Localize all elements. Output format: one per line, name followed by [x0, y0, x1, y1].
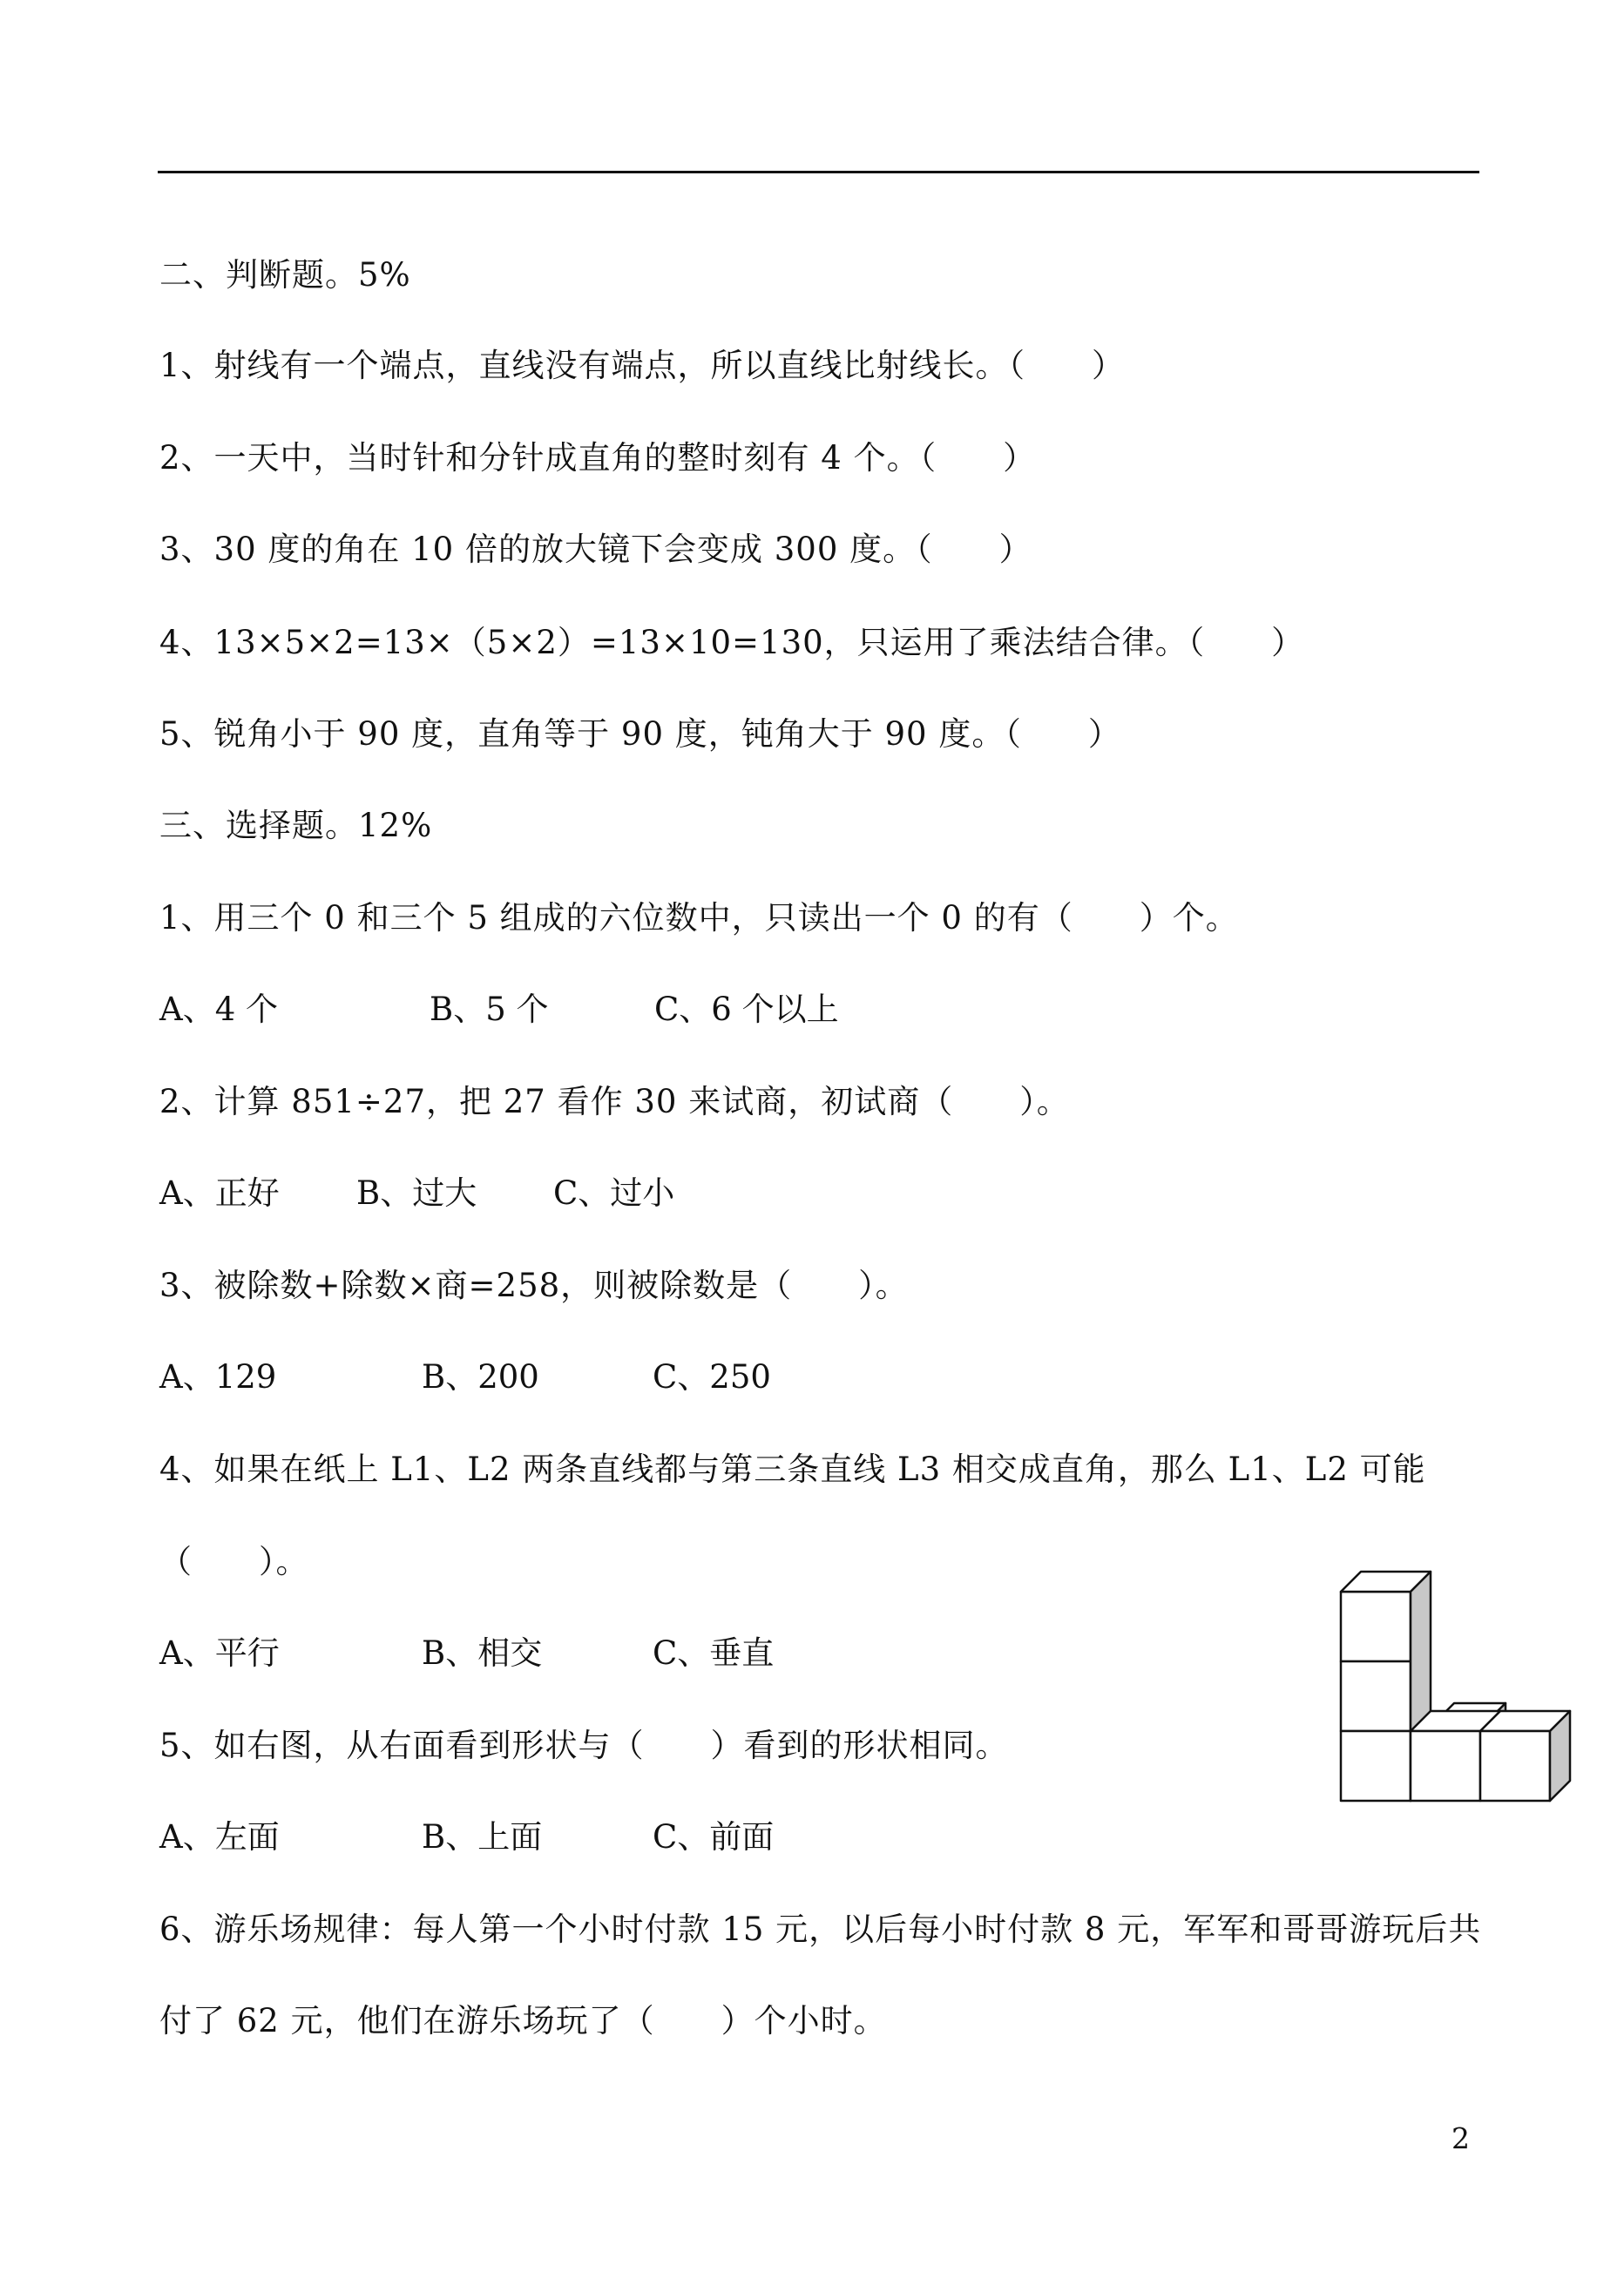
option-a: A、正好 — [159, 1174, 280, 1212]
cube-stack-figure — [1336, 1559, 1584, 1812]
judgment-item-4: 4、13×5×2=13×（5×2）=13×10=130，只运用了乘法结合律。（ ） — [159, 624, 1305, 661]
option-b: B、过大 — [356, 1174, 477, 1212]
row-cube-2-front — [1411, 1731, 1480, 1801]
judgment-item-2: 2、一天中，当时针和分针成直角的整时刻有 4 个。（ ） — [159, 439, 1037, 477]
column-cube-bottom-front — [1341, 1731, 1411, 1801]
option-b: B、200 — [422, 1358, 539, 1396]
judgment-item-1: 1、射线有一个端点，直线没有端点，所以直线比射线长。（ ） — [159, 347, 1126, 384]
choice-question-6-line2: 付了 62 元，他们在游乐场玩了（ ）个小时。 — [159, 2002, 887, 2039]
choice-question-6-line1: 6、游乐场规律：每人第一个小时付款 15 元，以后每小时付款 8 元，军军和哥哥游玩后共 — [159, 1911, 1482, 1948]
option-c: C、过小 — [553, 1174, 675, 1212]
header-rule — [158, 171, 1479, 173]
choice-options-5 — [159, 1817, 775, 1978]
section3-heading: 三、选择题。12% — [159, 807, 433, 844]
judgment-item-3: 3、30 度的角在 10 倍的放大镜下会变成 300 度。（ ） — [159, 531, 1032, 568]
option-b: B、上面 — [422, 1818, 543, 1856]
option-a: A、4 个 — [159, 991, 279, 1028]
option-c: C、前面 — [653, 1818, 775, 1856]
choice-question-1: 1、用三个 0 和三个 5 组成的六位数中，只读出一个 0 的有（ ）个。 — [159, 899, 1239, 937]
choice-question-5: 5、如右图，从右面看到形状与（ ）看到的形状相同。 — [159, 1727, 1009, 1764]
page-number: 2 — [1451, 2121, 1470, 2155]
option-a: A、平行 — [159, 1634, 280, 1672]
option-b: B、相交 — [422, 1634, 543, 1672]
choice-question-2: 2、计算 851÷27，把 27 看作 30 来试商，初试商（ ）。 — [159, 1083, 1070, 1120]
choice-question-4-line2: （ ）。 — [159, 1543, 309, 1580]
judgment-item-5: 5、锐角小于 90 度，直角等于 90 度，钝角大于 90 度。（ ） — [159, 715, 1121, 753]
option-a: A、左面 — [159, 1818, 280, 1856]
choice-question-4-line1: 4、如果在纸上 L1、L2 两条直线都与第三条直线 L3 相交成直角，那么 L1、L2 可能 — [159, 1451, 1426, 1488]
option-b: B、5 个 — [430, 991, 549, 1028]
choice-options-3 — [159, 1357, 771, 1518]
choice-question-3: 3、被除数+除数×商=258，则被除数是（ ）。 — [159, 1267, 909, 1304]
option-c: C、6 个以上 — [654, 991, 839, 1028]
row-cube-3-front — [1480, 1731, 1550, 1801]
option-c: C、250 — [653, 1358, 771, 1396]
column-cube-top-front — [1341, 1592, 1411, 1661]
option-c: C、垂直 — [653, 1634, 775, 1672]
option-a: A、129 — [159, 1358, 277, 1396]
column-cube-middle-front — [1341, 1661, 1411, 1731]
section2-heading: 二、判断题。5% — [159, 256, 411, 294]
